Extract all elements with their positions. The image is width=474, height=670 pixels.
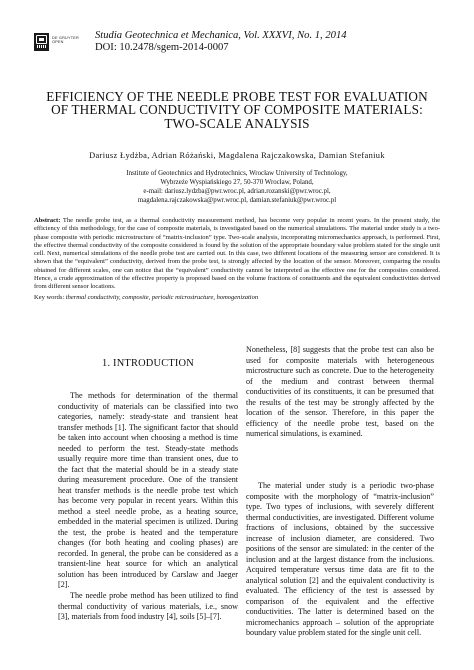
keywords-text: thermal conductivity, composite, periodic microstructure, homogenization [65,294,259,301]
author-list: Dariusz Łydżba, Adrian Różański, Magdalena Rajczakowska, Damian Stefaniuk [89,151,385,160]
paper-title-line: TWO-SCALE ANALYSIS [164,116,310,131]
journal-citation: Studia Geotechnica et Mechanica, Vol. XXXVI, No. 1, 2014 [95,30,347,41]
abstract-label: Abstract: [34,217,61,224]
body-paragraph: The needle probe method has been utilized to find thermal conductivity of various materials, i.e., snow [3], materials from food industry [4], soils [5]–[7]. [58,591,238,621]
paper-title-line: EFFICIENCY OF THE NEEDLE PROBE TEST FOR EVALUATION [46,89,428,104]
affiliation-line: Wybrzeże Wyspiańskiego 27, 50-370 Wrocław, Poland, [160,179,314,186]
body-paragraph: Nonetheless, [8] suggests that the probe test can also be used for composite materials with heterogeneous microstructure such as concrete. Due to the heterogeneity of the medium and contrast between thermal conductivities of its constituents, it can be presumed that the results of the test may be strongly affected by the location of the sensor. Therefore, in this paper the efficiency of the needle probe test, based on the numerical simulations, is examined. [246,345,434,438]
affiliation-emails: magdalena.rajczakowska@pwr.wroc.pl, damian.stefaniuk@pwr.wroc.pl [137,197,337,204]
publisher-name [52,36,79,45]
affiliation-emails: e-mail: dariusz.lydzba@pwr.wroc.pl, adrian.rozanski@pwr.wroc.pl, [143,188,331,195]
body-paragraph: The methods for determination of the thermal conductivity of materials can be classified into two categories, namely: steady-state and transient heat transfer methods [1]. The significant factor that should be taken into account when choosing a method is time needed to perform the test. Steady-state methods usually require more time than transient ones, due to the fact that the material should be in a steady state during measurement procedure. One of the transient heat transfer methods is the needle probe test which has become very popular in recent years. Within this method a steel needle probe, as a heating source, embedded in the material specimen is utilized. During the test, the probe is heated and the temperature changes (for both heating and cooling phases) are recorded. In general, the probe can be considered as a transient-line heat source for which an analytical solution has been introduced by Carslaw and Jaeger [2]. [58,391,238,589]
paper-title-line: OF THERMAL CONDUCTIVITY OF COMPOSITE MATERIALS: [51,102,423,117]
abstract-text: The needle probe test, as a thermal conductivity measurement method, has become very popular in recent years. In the present study, the efficiency of this methodology, for the case of composite materials, is investigated based on the numerical simulations. The material under study is a two-phase composite with periodic microstructure of “matrix-inclusion” type. Two-scale analysis, incorporating micromechanics approach, is performed. First, the effective thermal conductivity of the composite considered is found by the solution of the appropriate boundary value problem stated for the single unit cell. Next, numerical simulations of the needle probe test are carried out. In this case, two different locations of the measuring sensor are considered. It is shown that the “equivalent” conductivity, derived from the probe test, is strongly affected by the location of the sensor. Moreover, comparing the results obtained for different scales, one can notice that the “equivalent” conductivity cannot be interpreted as the effective one for the composites considered. Hence, a crude approximation of the effective property is proposed based on the volume fractions of constituents and the equivalent conductivities derived from different sensor locations. [34,217,440,291]
doi: DOI: 10.2478/sgem-2014-0007 [95,42,229,53]
affiliation-line: Institute of Geotechnics and Hydrotechnics, Wrocław University of Technology, [126,170,348,177]
publisher-name-line: DE GRUYTER [52,36,79,40]
keywords [34,294,258,301]
keywords-label: Key words: [34,294,66,301]
publisher-logo-icon [34,33,49,51]
publisher-name-line: OPEN [52,40,64,45]
body-paragraph: The material under study is a periodic two-phase composite with the morphology of “matrix-inclusion” type. Two types of inclusions, with severely different thermal conductivities, are investigated. Different volume fractions of inclusions, obtained by the successive increase of inclusion diameter, are considered. Two positions of the sensor are simulated: in the center of the inclusion and at the largest distance from the inclusions. Acquired temperature versus time data are fit to the analytical solution [2] and the equivalent conductivity is evaluated. The efficiency of the test is assessed by comparison of the equivalent and the effective conductivities. The latter is determined based on the micromechanics approach – solution of the appropriate boundary value problem stated for the single unit cell. [246,481,434,637]
section-heading: 1. INTRODUCTION [102,358,194,369]
abstract [34,217,440,292]
